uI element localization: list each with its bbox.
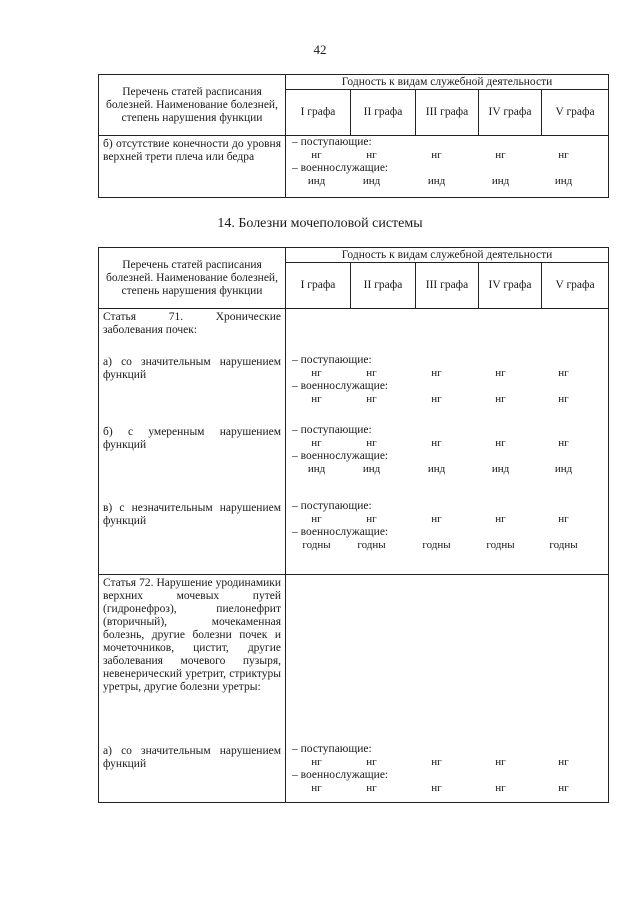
- value-grafa-2: нг: [366, 149, 377, 161]
- fitness-table-1: [98, 74, 609, 198]
- value-grafa-3: нг: [431, 367, 442, 379]
- article-72-a-values: [292, 743, 605, 795]
- values-row: [294, 149, 605, 162]
- value-grafa-2: нг: [366, 756, 377, 768]
- value-grafa-1: инд: [307, 175, 326, 187]
- category-entrants: – поступающие:: [292, 136, 372, 148]
- category-servicemen: – военнослужащие:: [292, 526, 389, 538]
- value-grafa-3: нг: [431, 782, 442, 794]
- category-entrants: – поступающие:: [292, 743, 372, 755]
- article-71-a-values: [292, 354, 605, 424]
- value-grafa-3: нг: [431, 149, 442, 161]
- value-grafa-3: инд: [427, 463, 446, 475]
- value-grafa-4: нг: [495, 149, 506, 161]
- values-row: [294, 756, 605, 769]
- value-grafa-1: годны: [302, 539, 331, 551]
- value-grafa-3: нг: [431, 756, 442, 768]
- value-grafa-3: годны: [422, 539, 451, 551]
- header-grafa-3: III графа: [416, 90, 479, 136]
- values-row: [294, 437, 605, 450]
- article-72-a-desc: а) со значительным нарушением функций: [103, 745, 281, 770]
- category-servicemen: – военнослужащие:: [292, 380, 389, 392]
- values-row: [294, 513, 605, 526]
- header-list-of-articles: Перечень статей расписания болезней. Наименование болезней, степень нарушения функции: [99, 75, 286, 136]
- value-grafa-4: инд: [491, 463, 510, 475]
- values-row: [294, 782, 605, 795]
- value-grafa-2: годны: [357, 539, 386, 551]
- article-71-c-values: [292, 500, 605, 552]
- article-71-b-desc: б) с умеренным нарушением функций: [103, 426, 281, 451]
- value-grafa-4: нг: [495, 513, 506, 525]
- page-number: 42: [313, 42, 327, 57]
- value-grafa-1: нг: [311, 437, 322, 449]
- article-72-desc-cell: [99, 575, 286, 803]
- article-71-values-cell: [286, 309, 609, 575]
- header-grafa-1: I графа: [286, 90, 351, 136]
- row-description: б) отсутствие конечности до уровня верхней трети плеча или бедра: [103, 138, 281, 163]
- header-list-of-articles: Перечень статей расписания болезней. Наименование болезней, степень нарушения функции: [99, 248, 286, 309]
- value-grafa-4: нг: [495, 756, 506, 768]
- value-grafa-1: инд: [307, 463, 326, 475]
- header-grafa-3: III графа: [416, 263, 479, 309]
- value-grafa-3: нг: [431, 393, 442, 405]
- value-grafa-4: годны: [486, 539, 515, 551]
- value-grafa-3: нг: [431, 513, 442, 525]
- values-row: [294, 463, 605, 476]
- value-grafa-3: нг: [431, 437, 442, 449]
- header-grafa-5: V графа: [542, 263, 609, 309]
- value-grafa-5: нг: [558, 756, 569, 768]
- value-grafa-5: годны: [549, 539, 578, 551]
- category-servicemen: – военнослужащие:: [292, 162, 389, 174]
- values-row: [294, 539, 605, 552]
- value-grafa-5: нг: [558, 782, 569, 794]
- value-grafa-1: нг: [311, 393, 322, 405]
- value-grafa-5: инд: [554, 175, 573, 187]
- article-71-b-values: [292, 424, 605, 500]
- value-grafa-2: инд: [362, 463, 381, 475]
- value-grafa-1: нг: [311, 367, 322, 379]
- section-heading: 14. Болезни мочеполовой системы: [217, 216, 423, 231]
- value-grafa-4: нг: [495, 367, 506, 379]
- article-72-values-cell: [286, 575, 609, 803]
- article-71-a-desc: а) со значительным нарушением функций: [103, 356, 281, 381]
- header-grafa-4: IV графа: [479, 90, 542, 136]
- value-grafa-3: инд: [427, 175, 446, 187]
- value-grafa-5: нг: [558, 393, 569, 405]
- header-grafa-2: II графа: [351, 263, 416, 309]
- value-grafa-4: нг: [495, 393, 506, 405]
- article-71-c-desc: в) с незначительным нарушением функций: [103, 502, 281, 527]
- value-grafa-4: нг: [495, 782, 506, 794]
- header-grafa-2: II графа: [351, 90, 416, 136]
- value-grafa-5: инд: [554, 463, 573, 475]
- value-grafa-2: нг: [366, 782, 377, 794]
- article-71-desc-cell: [99, 309, 286, 575]
- category-entrants: – поступающие:: [292, 354, 372, 366]
- value-grafa-2: нг: [366, 393, 377, 405]
- values-row: [294, 175, 605, 188]
- article-row-desc: [99, 136, 286, 198]
- value-grafa-1: нг: [311, 756, 322, 768]
- value-grafa-2: нг: [366, 367, 377, 379]
- value-grafa-2: нг: [366, 513, 377, 525]
- category-servicemen: – военнослужащие:: [292, 450, 389, 462]
- value-grafa-5: нг: [558, 149, 569, 161]
- header-grafa-4: IV графа: [479, 263, 542, 309]
- value-grafa-2: инд: [362, 175, 381, 187]
- values-row: [294, 393, 605, 406]
- value-grafa-4: инд: [491, 175, 510, 187]
- header-fitness: Годность к видам служебной деятельности: [286, 75, 609, 90]
- value-grafa-5: нг: [558, 513, 569, 525]
- value-grafa-1: нг: [311, 513, 322, 525]
- value-grafa-1: нг: [311, 782, 322, 794]
- category-servicemen: – военнослужащие:: [292, 769, 389, 781]
- value-grafa-5: нг: [558, 437, 569, 449]
- value-grafa-2: нг: [366, 437, 377, 449]
- values-row: [294, 367, 605, 380]
- category-entrants: – поступающие:: [292, 500, 372, 512]
- header-fitness: Годность к видам служебной деятельности: [286, 248, 609, 263]
- fitness-values-cell: [286, 136, 609, 198]
- value-grafa-5: нг: [558, 367, 569, 379]
- header-grafa-5: V графа: [542, 90, 609, 136]
- article-72-title: Статья 72. Нарушение уродинамики верхних мочевых путей (гидронефроз), пиелонефрит (вторичный), мочекаменная болезнь, другие болезни почек и мочеточников, цистит, другие заболевания мочевого пузыря, невенерический уретрит, стриктуры уретры, другие болезни уретры:: [103, 577, 281, 693]
- value-grafa-1: нг: [311, 149, 322, 161]
- header-grafa-1: I графа: [286, 263, 351, 309]
- article-71-title: Статья 71. Хронические заболевания почек:: [103, 311, 281, 336]
- value-grafa-4: нг: [495, 437, 506, 449]
- category-entrants: – поступающие:: [292, 424, 372, 436]
- fitness-table-2: [98, 247, 609, 803]
